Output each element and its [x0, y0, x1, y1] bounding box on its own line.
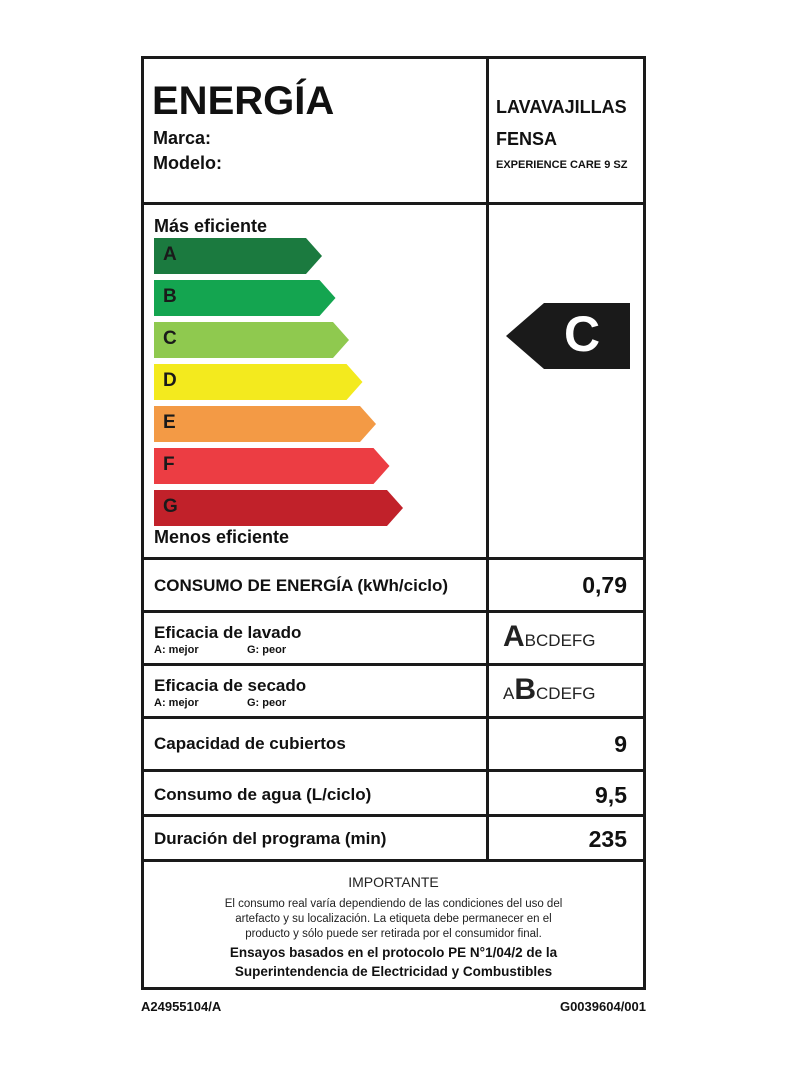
dry-class-highlight: B: [514, 673, 537, 706]
wash-efficiency-scale: [503, 620, 596, 654]
efficiency-bar-letter: G: [163, 496, 178, 517]
energy-label: [141, 56, 646, 990]
column-divider: [486, 59, 489, 862]
water-consumption-value: 9,5: [595, 782, 627, 808]
marca-label: Marca:: [153, 128, 212, 148]
notice-line-3: producto y sólo puede ser retirada por el consumidor final.: [245, 928, 542, 940]
footer-left-code: A24955104/A: [141, 999, 222, 1014]
efficiency-scale-row: [144, 205, 643, 560]
footer-right-code: G0039604/001: [559, 999, 646, 1014]
efficiency-bar-f: [154, 448, 390, 484]
notice-protocol-line-2: Superintendencia de Electricidad y Combustibles: [234, 964, 553, 979]
notice-protocol-line-1: Ensayos basados en el protocolo PE N°1/04/2 de la: [229, 945, 558, 960]
efficiency-bar-a: [154, 238, 322, 274]
less-efficient-label: Menos eficiente: [154, 527, 290, 547]
efficiency-bar-g: [154, 490, 403, 526]
model-name: EXPERIENCE CARE 9 SZ: [496, 159, 628, 171]
efficiency-bar-b: [154, 280, 336, 316]
dry-class-rest: CDEFG: [536, 684, 596, 703]
product-type: LAVAVAJILLAS: [496, 97, 627, 117]
capacity-value: 9: [614, 731, 627, 757]
energy-consumption-label: CONSUMO DE ENERGÍA (kWh/ciclo): [154, 576, 449, 595]
notice-line-1: El consumo real varía dependiendo de las condiciones del uso del: [224, 898, 563, 910]
program-duration-label: Duración del programa (min): [154, 829, 387, 848]
dry-efficiency-label: Eficacia de secado: [154, 676, 307, 695]
water-consumption-row: [144, 772, 643, 817]
modelo-label: Modelo:: [153, 153, 222, 173]
efficiency-bar-letter: E: [163, 412, 176, 433]
dry-worst-note: G: peor: [247, 697, 287, 709]
wash-efficiency-label: Eficacia de lavado: [154, 623, 302, 642]
efficiency-bar-c: [154, 322, 349, 358]
efficiency-bar-letter: F: [163, 454, 175, 475]
header-row: [144, 59, 643, 205]
dry-class-before: A: [503, 684, 515, 703]
rating-letter: C: [564, 306, 601, 362]
efficiency-bar-letter: A: [163, 244, 177, 265]
dry-efficiency-scale: [503, 673, 596, 707]
efficiency-bar-letter: C: [163, 328, 177, 349]
program-duration-value: 235: [588, 826, 627, 852]
dry-efficiency-row: [144, 666, 643, 719]
water-consumption-label: Consumo de agua (L/ciclo): [154, 785, 372, 804]
dry-best-note: A: mejor: [154, 697, 199, 709]
capacity-label: Capacidad de cubiertos: [154, 734, 346, 753]
efficiency-bar-letter: D: [163, 370, 177, 391]
efficiency-bar-e: [154, 406, 376, 442]
wash-worst-note: G: peor: [247, 644, 287, 656]
notice-line-2: artefacto y su localización. La etiqueta debe permanecer en el: [235, 913, 552, 925]
wash-class-rest: BCDEFG: [524, 631, 596, 650]
efficiency-bar-letter: B: [163, 286, 177, 307]
notice-title: IMPORTANTE: [348, 874, 439, 890]
energy-consumption-row: [144, 560, 643, 613]
wash-best-note: A: mejor: [154, 644, 199, 656]
efficiency-bar-d: [154, 364, 363, 400]
capacity-row: [144, 719, 643, 772]
wash-efficiency-row: [144, 613, 643, 666]
wash-class-highlight: A: [503, 620, 525, 653]
energy-consumption-value: 0,79: [582, 572, 627, 598]
rating-arrow: [506, 303, 630, 369]
brand-name: FENSA: [496, 129, 558, 149]
label-title: ENERGÍA: [152, 79, 335, 123]
program-duration-row: [144, 817, 643, 862]
more-efficient-label: Más eficiente: [154, 216, 268, 236]
